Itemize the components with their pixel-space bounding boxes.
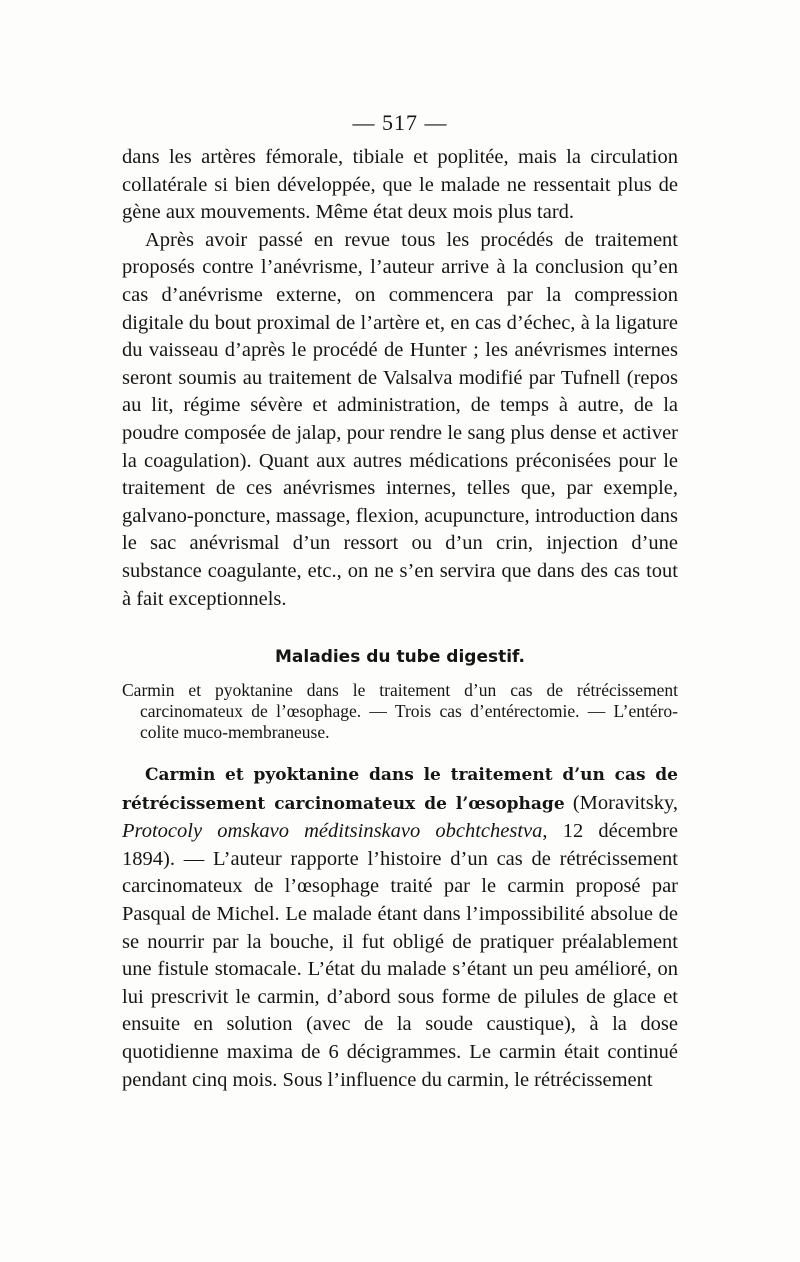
paragraph-continuation: dans les artères fémorale, tibiale et poplitée, mais la circulation collatérale si bien développée, que le malade ne ressentait plus de gène aux mouvements. Même état deux mois plus tard. <box>122 146 678 224</box>
paragraph-aneurysm-conclusion: Après avoir passé en revue tous les procédés de traitement proposés contre l’anévrisme, l’auteur arrive à la conclusion qu’en cas d’anévrisme externe, on commencera par la compression digitale du bout proximal de l’artère et, en cas d’échec, à la ligature du vaisseau d’après le procédé de Hunter ; les anévrismes internes seront soumis au traitement de Valsalva modifié par Tufnell (repos au lit, régime sévère et administration, de temps à autre, de la poudre composée de jalap, pour rendre le sang plus dense et activer la coagulation). Quant aux autres médications préconisées pour le traitement de ces anévrismes internes, telles que, par exemple, galvano-poncture, massage, flexion, acupuncture, introduction dans le sac anévrismal d’un ressort ou d’un crin, injection d’une substance coagulante, etc., on ne s’en servira que dans des cas tout à fait exceptionnels. <box>122 228 678 610</box>
page-number: — 517 — <box>352 110 448 135</box>
article-date: , 12 décembre 1894). <box>122 820 679 870</box>
section-title: Maladies du tube digestif. <box>275 647 525 668</box>
page-text-block <box>122 108 678 1094</box>
article-journal: Protocoly omskavo méditsinskavo obchtchestva <box>122 820 543 843</box>
article-author: (Moravitsky, <box>564 791 678 814</box>
section-summary: Carmin et pyoktanine dans le traitement d’un cas de rétrécissement carcinomateux de l’œsophage. — Trois cas d’entérectomie. — L’entéro-colite muco-membraneuse. <box>122 680 678 743</box>
article-title: Carmin et pyoktanine dans le traitement d’un cas de rétrécissement carcinomateux de l’œsophage <box>122 765 678 814</box>
article-paragraph <box>122 761 678 1094</box>
article-body: — L’auteur rapporte l’histoire d’un cas de rétrécissement carcinomateux de l’œsophage traité par le carmin proposé par Pasqual de Michel. Le malade étant dans l’impossibilité absolue de se nourrir par la bouche, il fut obligé de pratiquer préalablement une fistule stomacale. L’état du malade s’étant un peu amélioré, on lui prescrivit le carmin, d’abord sous forme de pilules de glace et ensuite en solution (avec de la soude caustique), à la dose quotidienne maxima de 6 décigrammes. Le carmin était continué pendant cinq mois. Sous l’influence du carmin, le rétrécissement <box>122 847 679 1091</box>
